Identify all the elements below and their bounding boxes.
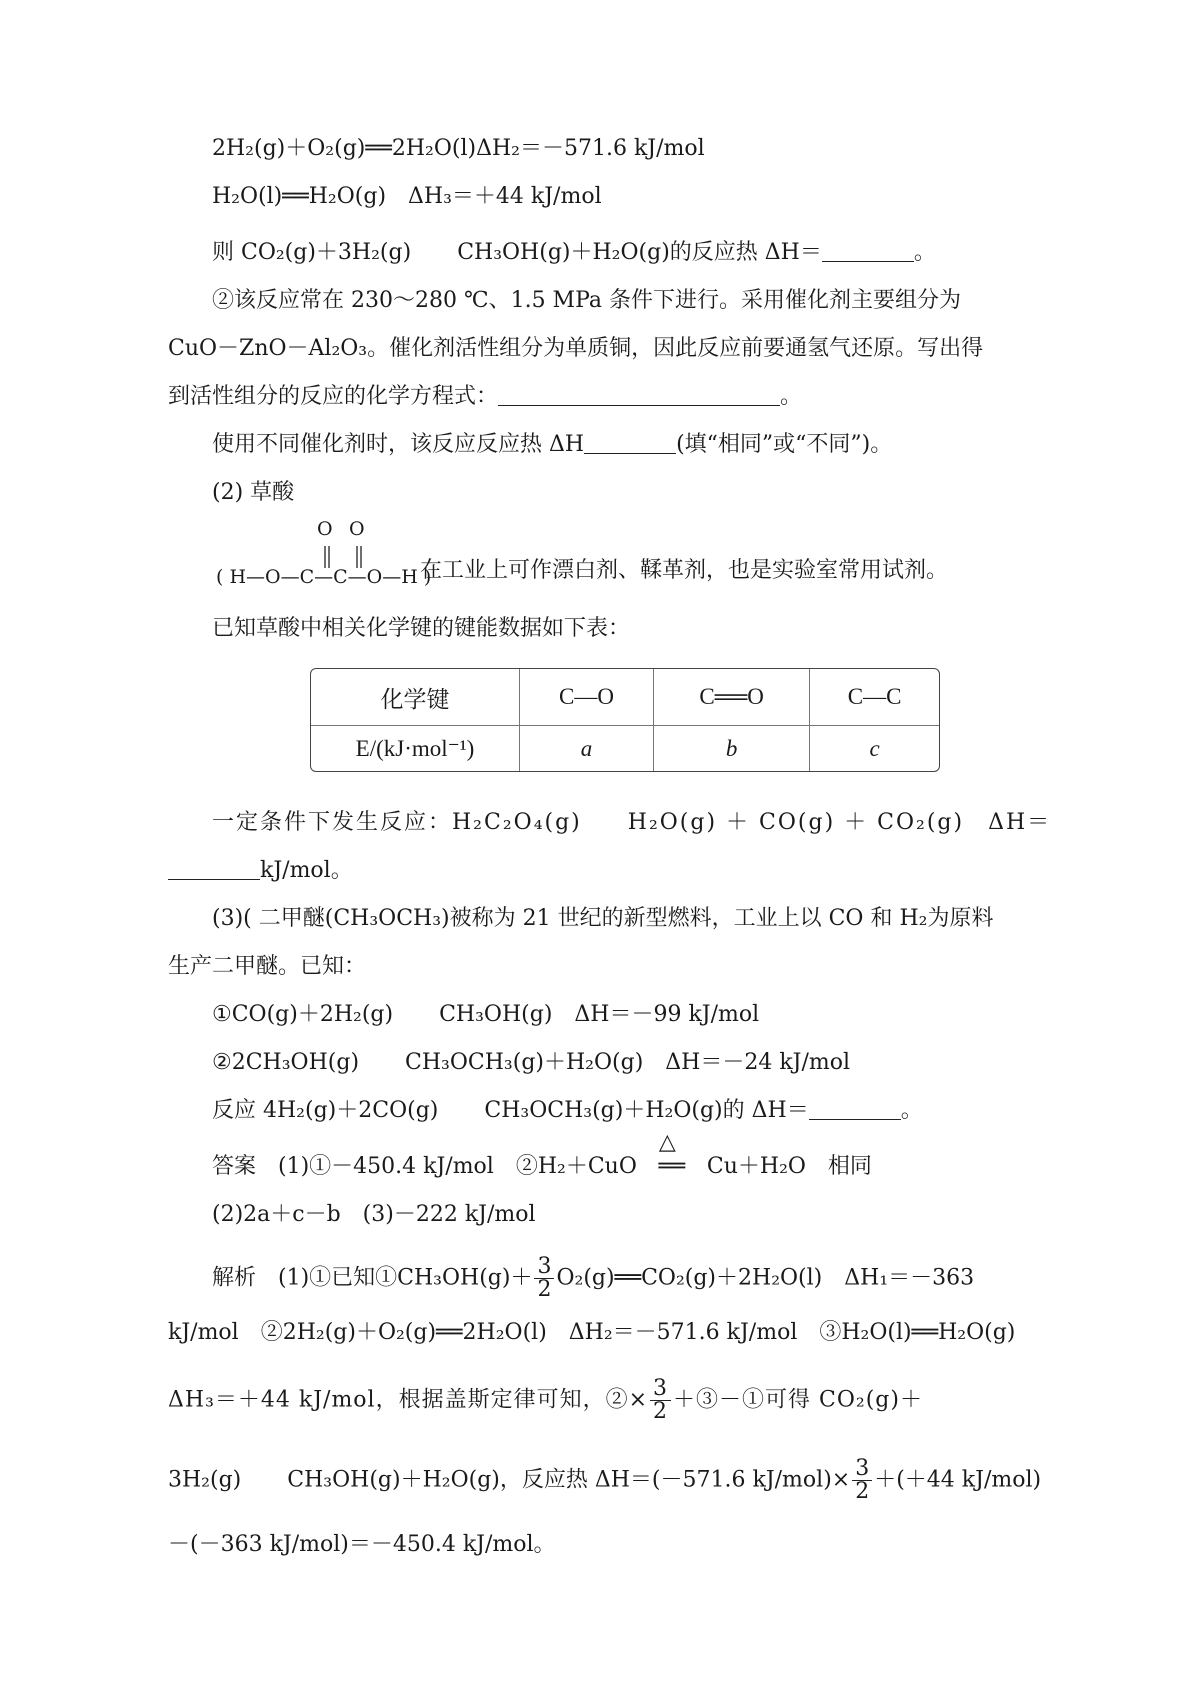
fraction-denominator: 2 xyxy=(855,1479,870,1504)
answer-blank[interactable] xyxy=(822,241,914,262)
text: O₂(g)══CO₂(g)＋2H₂O(l) ΔH₁＝－363 xyxy=(556,1265,975,1291)
equation-line-2 xyxy=(212,182,602,212)
fraction-numerator: 3 xyxy=(534,1256,554,1279)
text: H₂O(g) ＋ CO(g) ＋ CO₂(g) ΔH＝ xyxy=(627,810,1052,835)
text: ＋③－①可得 CO₂(g)＋ xyxy=(673,1387,923,1413)
answer-blank[interactable] xyxy=(809,1099,901,1120)
explanation-line-5 xyxy=(168,1530,556,1560)
table-cell: b xyxy=(654,726,810,771)
equation-line-16 xyxy=(212,1048,850,1078)
oxygen-right: O xyxy=(349,518,365,540)
heat-icon: △ xyxy=(658,1130,676,1155)
text: CH₃OH(g) ΔH＝－99 kJ/mol xyxy=(439,1002,760,1027)
text: 。 xyxy=(900,1098,923,1123)
paragraph-line-13 xyxy=(212,904,993,934)
text: CH₃OH(g)＋H₂O(g)的反应热 ΔH＝ xyxy=(457,240,822,265)
table-header: C—O xyxy=(520,669,654,726)
text: 。 xyxy=(913,240,936,265)
text: 3H₂(g) xyxy=(168,1467,242,1493)
text: kJ/mol ②2H₂(g)＋O₂(g)══2H₂O(l) ΔH₂＝－571.6 kJ/mol ③H₂O(l)══H₂O(g) xyxy=(168,1320,1016,1345)
explanation-line-1 xyxy=(212,1256,974,1301)
paragraph-line-11 xyxy=(212,808,1051,838)
question-line-3 xyxy=(212,238,936,268)
fraction-denominator: 2 xyxy=(653,1399,669,1424)
text: 已知草酸中相关化学键的键能数据如下表： xyxy=(212,616,631,641)
text: 答案 (1)①－450.4 kJ/mol ②H₂＋CuO xyxy=(212,1154,637,1179)
table-row xyxy=(311,669,939,726)
paragraph-line-9 xyxy=(420,556,948,586)
oxalic-acid-structure xyxy=(216,518,448,592)
text: 。 xyxy=(780,384,803,409)
text: ②该反应常在 230～280 ℃、1.5 MPa 条件下进行。采用催化剂主要组分为 xyxy=(212,288,962,313)
reaction-arrow: △ ══ xyxy=(658,1130,686,1179)
explanation-line-4 xyxy=(168,1458,1041,1503)
text: ②2CH₃OH(g) xyxy=(212,1050,360,1075)
answer-line-2 xyxy=(212,1200,536,1230)
paragraph-line-5 xyxy=(168,334,983,364)
text: 解析 (1)①已知①CH₃OH(g)＋ xyxy=(212,1265,533,1291)
table-cell: c xyxy=(869,735,880,761)
table-header: 化学键 xyxy=(311,669,520,726)
table-row-label: E/(kJ·mol⁻¹) xyxy=(311,726,520,771)
fraction-denominator: 2 xyxy=(537,1277,552,1302)
text: kJ/mol。 xyxy=(260,858,353,883)
fraction-numerator: 3 xyxy=(650,1378,671,1401)
text: (3)( 二甲醚(CH₃OCH₃)被称为 21 世纪的新型燃料，工业上以 CO 和 H₂为原料 xyxy=(212,906,994,931)
explanation-line-3 xyxy=(168,1378,923,1423)
explanation-line-2 xyxy=(168,1318,1015,1348)
text: 一定条件下发生反应：H₂C₂O₄(g) xyxy=(212,810,582,835)
table-cell: a xyxy=(520,726,654,771)
table-row xyxy=(311,726,939,771)
text: Cu＋H₂O 相同 xyxy=(706,1154,872,1179)
text: 反应 4H₂(g)＋2CO(g) xyxy=(212,1098,439,1123)
table-header: C══O xyxy=(654,669,810,726)
oxygen-left: O xyxy=(317,518,333,540)
answer-blank[interactable] xyxy=(168,859,260,880)
answer-line-1 xyxy=(212,1130,872,1182)
question-line-17 xyxy=(212,1096,923,1126)
answer-blank[interactable] xyxy=(584,433,676,454)
text: 生产二甲醚。已知： xyxy=(168,954,367,979)
equation-text: 2H₂(g)＋O₂(g)══2H₂O(l)ΔH₂＝－571.6 kJ/mol xyxy=(212,136,705,161)
text: ＋(＋44 kJ/mol) xyxy=(874,1467,1042,1493)
paragraph-line-10 xyxy=(212,614,630,644)
paragraph-line-14 xyxy=(168,952,366,982)
text: (填“相同”或“不同”)。 xyxy=(676,432,893,457)
text: 则 CO₂(g)＋3H₂(g) xyxy=(212,240,412,265)
fraction xyxy=(852,1458,872,1503)
text: (2)2a＋c－b (3)－222 kJ/mol xyxy=(212,1202,536,1227)
fraction xyxy=(534,1256,554,1301)
equation-text: H₂O(l)══H₂O(g) ΔH₃＝＋44 kJ/mol xyxy=(212,184,602,209)
section-heading-2 xyxy=(212,478,294,508)
fraction-numerator: 3 xyxy=(852,1458,872,1481)
text: CH₃OCH₃(g)＋H₂O(g)的 ΔH＝ xyxy=(484,1098,809,1123)
answer-blank[interactable] xyxy=(498,385,780,406)
text: ①CO(g)＋2H₂(g) xyxy=(212,1002,394,1027)
text: 到活性组分的反应的化学方程式： xyxy=(168,384,499,409)
paragraph-line-12 xyxy=(168,856,353,886)
table-header: C—C xyxy=(810,669,939,726)
text: 在工业上可作漂白剂、鞣革剂，也是实验室常用试剂。 xyxy=(420,558,949,583)
text: 使用不同催化剂时，该反应反应热 ΔH xyxy=(212,432,585,457)
text: －(－363 kJ/mol)＝－450.4 kJ/mol。 xyxy=(168,1532,556,1557)
fraction xyxy=(650,1378,671,1423)
structure-chain: ( H—O—C—C—O—H ) xyxy=(216,566,432,588)
bond-energy-table xyxy=(310,668,940,772)
text: CH₃OH(g)＋H₂O(g)，反应热 ΔH＝(－571.6 kJ/mol)× xyxy=(287,1467,851,1493)
text: CH₃OCH₃(g)＋H₂O(g) ΔH＝－24 kJ/mol xyxy=(405,1050,851,1075)
text: CuO－ZnO－Al₂O₃。催化剂活性组分为单质铜，因此反应前要通氢气还原。写出得 xyxy=(168,336,984,361)
paragraph-line-4 xyxy=(212,286,961,316)
paragraph-line-7 xyxy=(212,430,892,460)
text: ΔH₃＝＋44 kJ/mol，根据盖斯定律可知，②× xyxy=(168,1387,649,1413)
equation-line-15 xyxy=(212,1000,759,1030)
text: (2) 草酸 xyxy=(212,480,295,505)
paragraph-line-6 xyxy=(168,382,802,412)
equation-line-1 xyxy=(212,134,705,164)
